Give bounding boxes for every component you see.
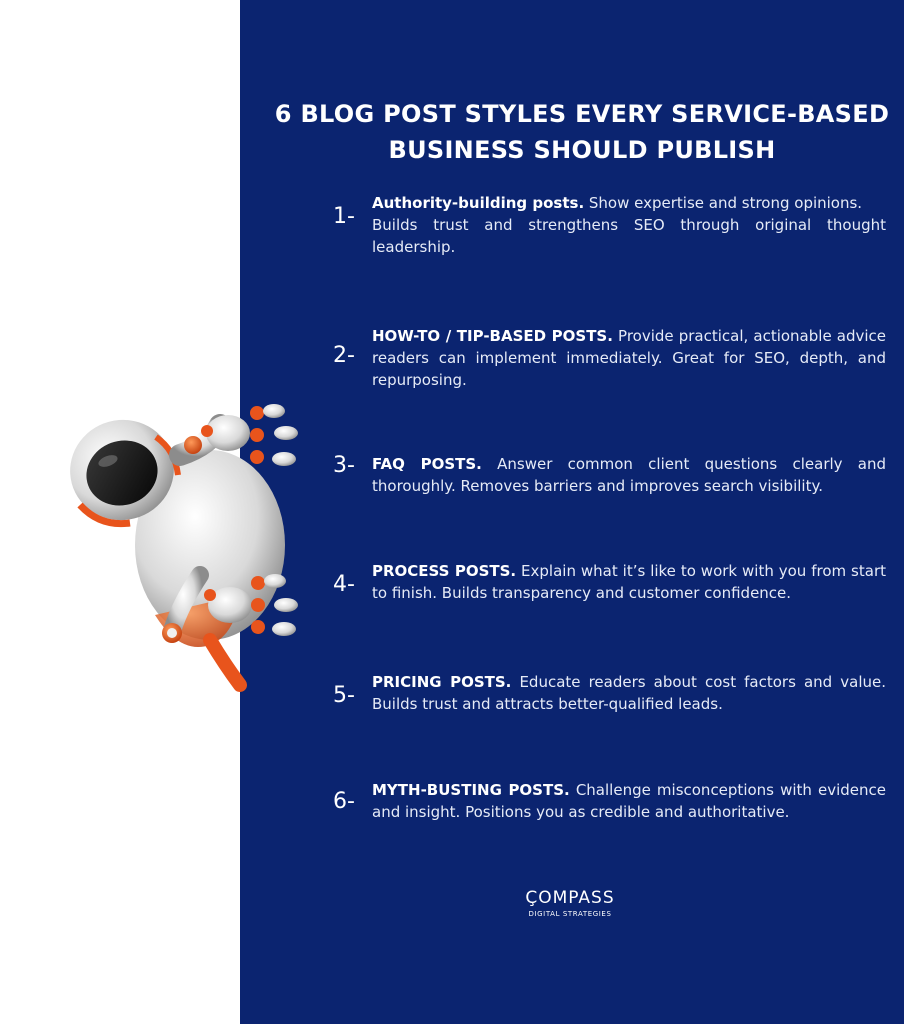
item-heading: PRICING POSTS.: [372, 673, 512, 691]
item-number: 4-: [333, 572, 355, 597]
item-number: 2-: [333, 343, 355, 368]
item-description: Answer common client questions clearly and thoroughly. Removes barriers and improves search visibility.: [372, 455, 886, 495]
title-line-1: 6 BLOG POST STYLES EVERY SERVICE-BASED: [274, 100, 890, 128]
item-heading: Authority-building posts.: [372, 194, 585, 212]
item-heading: MYTH-BUSTING POSTS.: [372, 781, 570, 799]
logo-tagline: DIGITAL STRATEGIES: [528, 910, 612, 918]
item-extra: Builds trust and strengthens SEO through original thought leadership.: [372, 216, 886, 256]
list-item: [320, 560, 886, 610]
item-number: 6-: [333, 789, 355, 814]
item-number: 5-: [333, 683, 355, 708]
item-description: Show expertise and strong opinions.: [584, 194, 863, 212]
item-text: [372, 779, 886, 823]
item-heading: HOW-TO / TIP-BASED POSTS.: [372, 327, 613, 345]
compass-logo: [510, 888, 630, 918]
list-item: [320, 192, 886, 282]
list-item: [320, 779, 886, 849]
list-item: [320, 325, 886, 395]
item-text: [372, 671, 886, 715]
page-title: [260, 96, 904, 168]
item-description: Provide practical, actionable advice readers can implement immediately. Great for SEO, depth, and repurposing.: [372, 327, 887, 389]
title-line-2: BUSINESS SHOULD PUBLISH: [388, 136, 776, 164]
robot-illustration: [60, 395, 310, 695]
item-heading: FAQ POSTS.: [372, 455, 482, 473]
item-number: 3-: [333, 453, 355, 478]
item-description: Explain what it’s like to work with you from start to finish. Builds transparency and customer confidence.: [372, 562, 886, 602]
item-description: Challenge misconceptions with evidence and insight. Positions you as credible and authoritative.: [372, 781, 886, 821]
list-item: [320, 671, 886, 721]
item-heading: PROCESS POSTS.: [372, 562, 517, 580]
item-text: [372, 325, 886, 391]
item-text: [372, 192, 886, 258]
item-number: 1-: [333, 204, 355, 229]
item-description: Educate readers about cost factors and value. Builds trust and attracts better-qualified leads.: [372, 673, 886, 713]
list-item: [320, 453, 886, 503]
logo-name: ÇOMPASS: [525, 888, 615, 908]
item-text: [372, 560, 886, 604]
item-text: [372, 453, 886, 497]
